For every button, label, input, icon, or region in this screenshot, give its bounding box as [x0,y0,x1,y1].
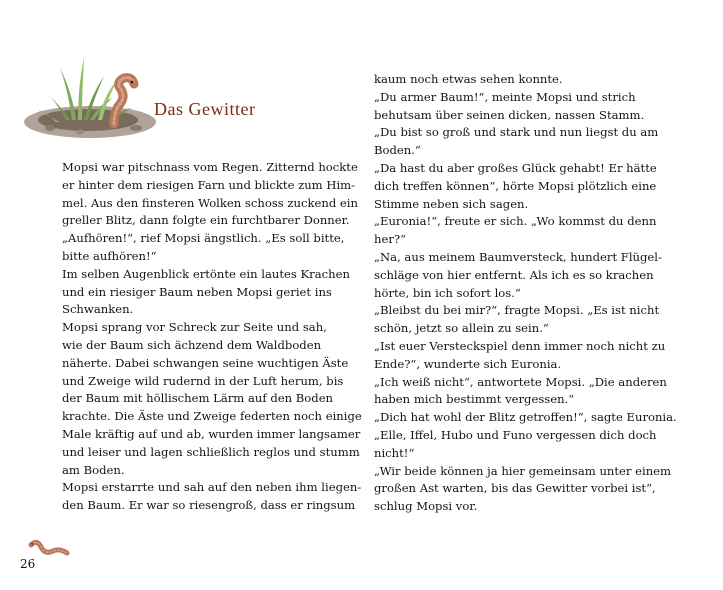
text-line: und leiser und lagen schließlich reglos und stumm [62,444,360,459]
text-line: großen Ast warten, bis das Gewitter vorbei ist“, [374,481,656,496]
text-line: schläge von hier entfernt. Als ich es so krachen [374,267,654,282]
text-line: Boden.“ [374,143,421,158]
text-line: am Boden. [62,462,125,477]
text-line: „Wir beide können ja hier gemeinsam unter einem [374,463,672,478]
text-line: mel. Aus den finsteren Wolken schoss zuckend ein [62,195,358,210]
text-line: Im selben Augenblick ertönte ein lautes Krachen [62,266,350,281]
text-line: „Euronia!“, freute er sich. „Wo kommst du denn [374,214,657,229]
chapter-title: Das Gewitter [154,99,256,119]
text-line: „Ich weiß nicht“, antwortete Mopsi. „Die anderen [374,374,667,389]
page-number: 26 [20,557,36,571]
text-line: „Du bist so groß und stark und nun liegst du am [374,125,659,140]
small-worm-icon [27,537,73,559]
text-line: wie der Baum sich ächzend dem Waldboden [62,337,322,352]
text-line: und Zweige wild rudernd in der Luft herum, bis [62,373,344,388]
text-line: Mopsi war pitschnass vom Regen. Zitternd hockte [62,160,358,174]
text-line: Mopsi sprang vor Schreck zur Seite und sah, [62,320,327,335]
text-line: Male kräftig auf und ab, wurden immer langsamer [62,426,361,441]
text-line: er hinter dem riesigen Farn und blickte zum Him- [62,177,356,192]
text-line: Ende?“, wunderte sich Euronia. [374,356,562,371]
text-line: „Da hast du aber großes Glück gehabt! Er hätte [374,160,657,175]
text-line: schön, jetzt so allein zu sein.“ [374,321,549,336]
text-line: „Aufhören!“, rief Mopsi ängstlich. „Es soll bitte, [62,231,345,246]
text-line: schlug Mopsi vor. [374,499,478,514]
worm-in-grass-illustration [20,50,158,142]
text-line: den Baum. Er war so riesengroß, dass er ringsum [62,498,356,513]
text-line: Mopsi erstarrte und sah auf den neben ihm liegen- [62,480,362,495]
text-line: Schwanken. [62,302,134,317]
left-text-column [62,159,362,515]
text-line: und ein riesiger Baum neben Mopsi geriet ins [62,284,332,299]
text-line: kaum noch etwas sehen konnte. [374,72,563,86]
text-line: Stimme neben sich sagen. [374,196,529,211]
text-line: bitte aufhören!“ [62,248,157,263]
text-line: nicht!“ [374,445,415,460]
right-text-column [374,71,677,516]
text-line: „Elle, Iffel, Hubo und Funo vergessen dich doch [374,427,657,442]
text-line: „Du armer Baum!“, meinte Mopsi und strich [374,89,636,104]
text-line: „Na, aus meinem Baumversteck, hundert Flügel- [374,249,662,264]
text-line: dich treffen können“, hörte Mopsi plötzlich eine [374,178,657,193]
text-line: der Baum mit höllischem Lärm auf den Boden [62,391,334,406]
text-line: „Ist euer Versteckspiel denn immer noch nicht zu [374,338,666,353]
text-line: hörte, bin ich sofort los.“ [374,285,521,300]
text-line: näherte. Dabei schwangen seine wuchtigen Äste [62,355,349,370]
text-line: greller Blitz, dann folgte ein furchtbarer Donner. [62,213,350,228]
text-line: behutsam über seinen dicken, nassen Stamm. [374,107,645,122]
text-line: „Dich hat wohl der Blitz getroffen!“, sagte Euronia. [374,410,677,425]
text-line: krachte. Die Äste und Zweige federten noch einige [62,409,362,424]
text-line: haben mich bestimmt vergessen.“ [374,392,575,407]
text-line: „Bleibst du bei mir?“, fragte Mopsi. „Es ist nicht [374,303,660,318]
text-line: her?“ [374,232,407,247]
